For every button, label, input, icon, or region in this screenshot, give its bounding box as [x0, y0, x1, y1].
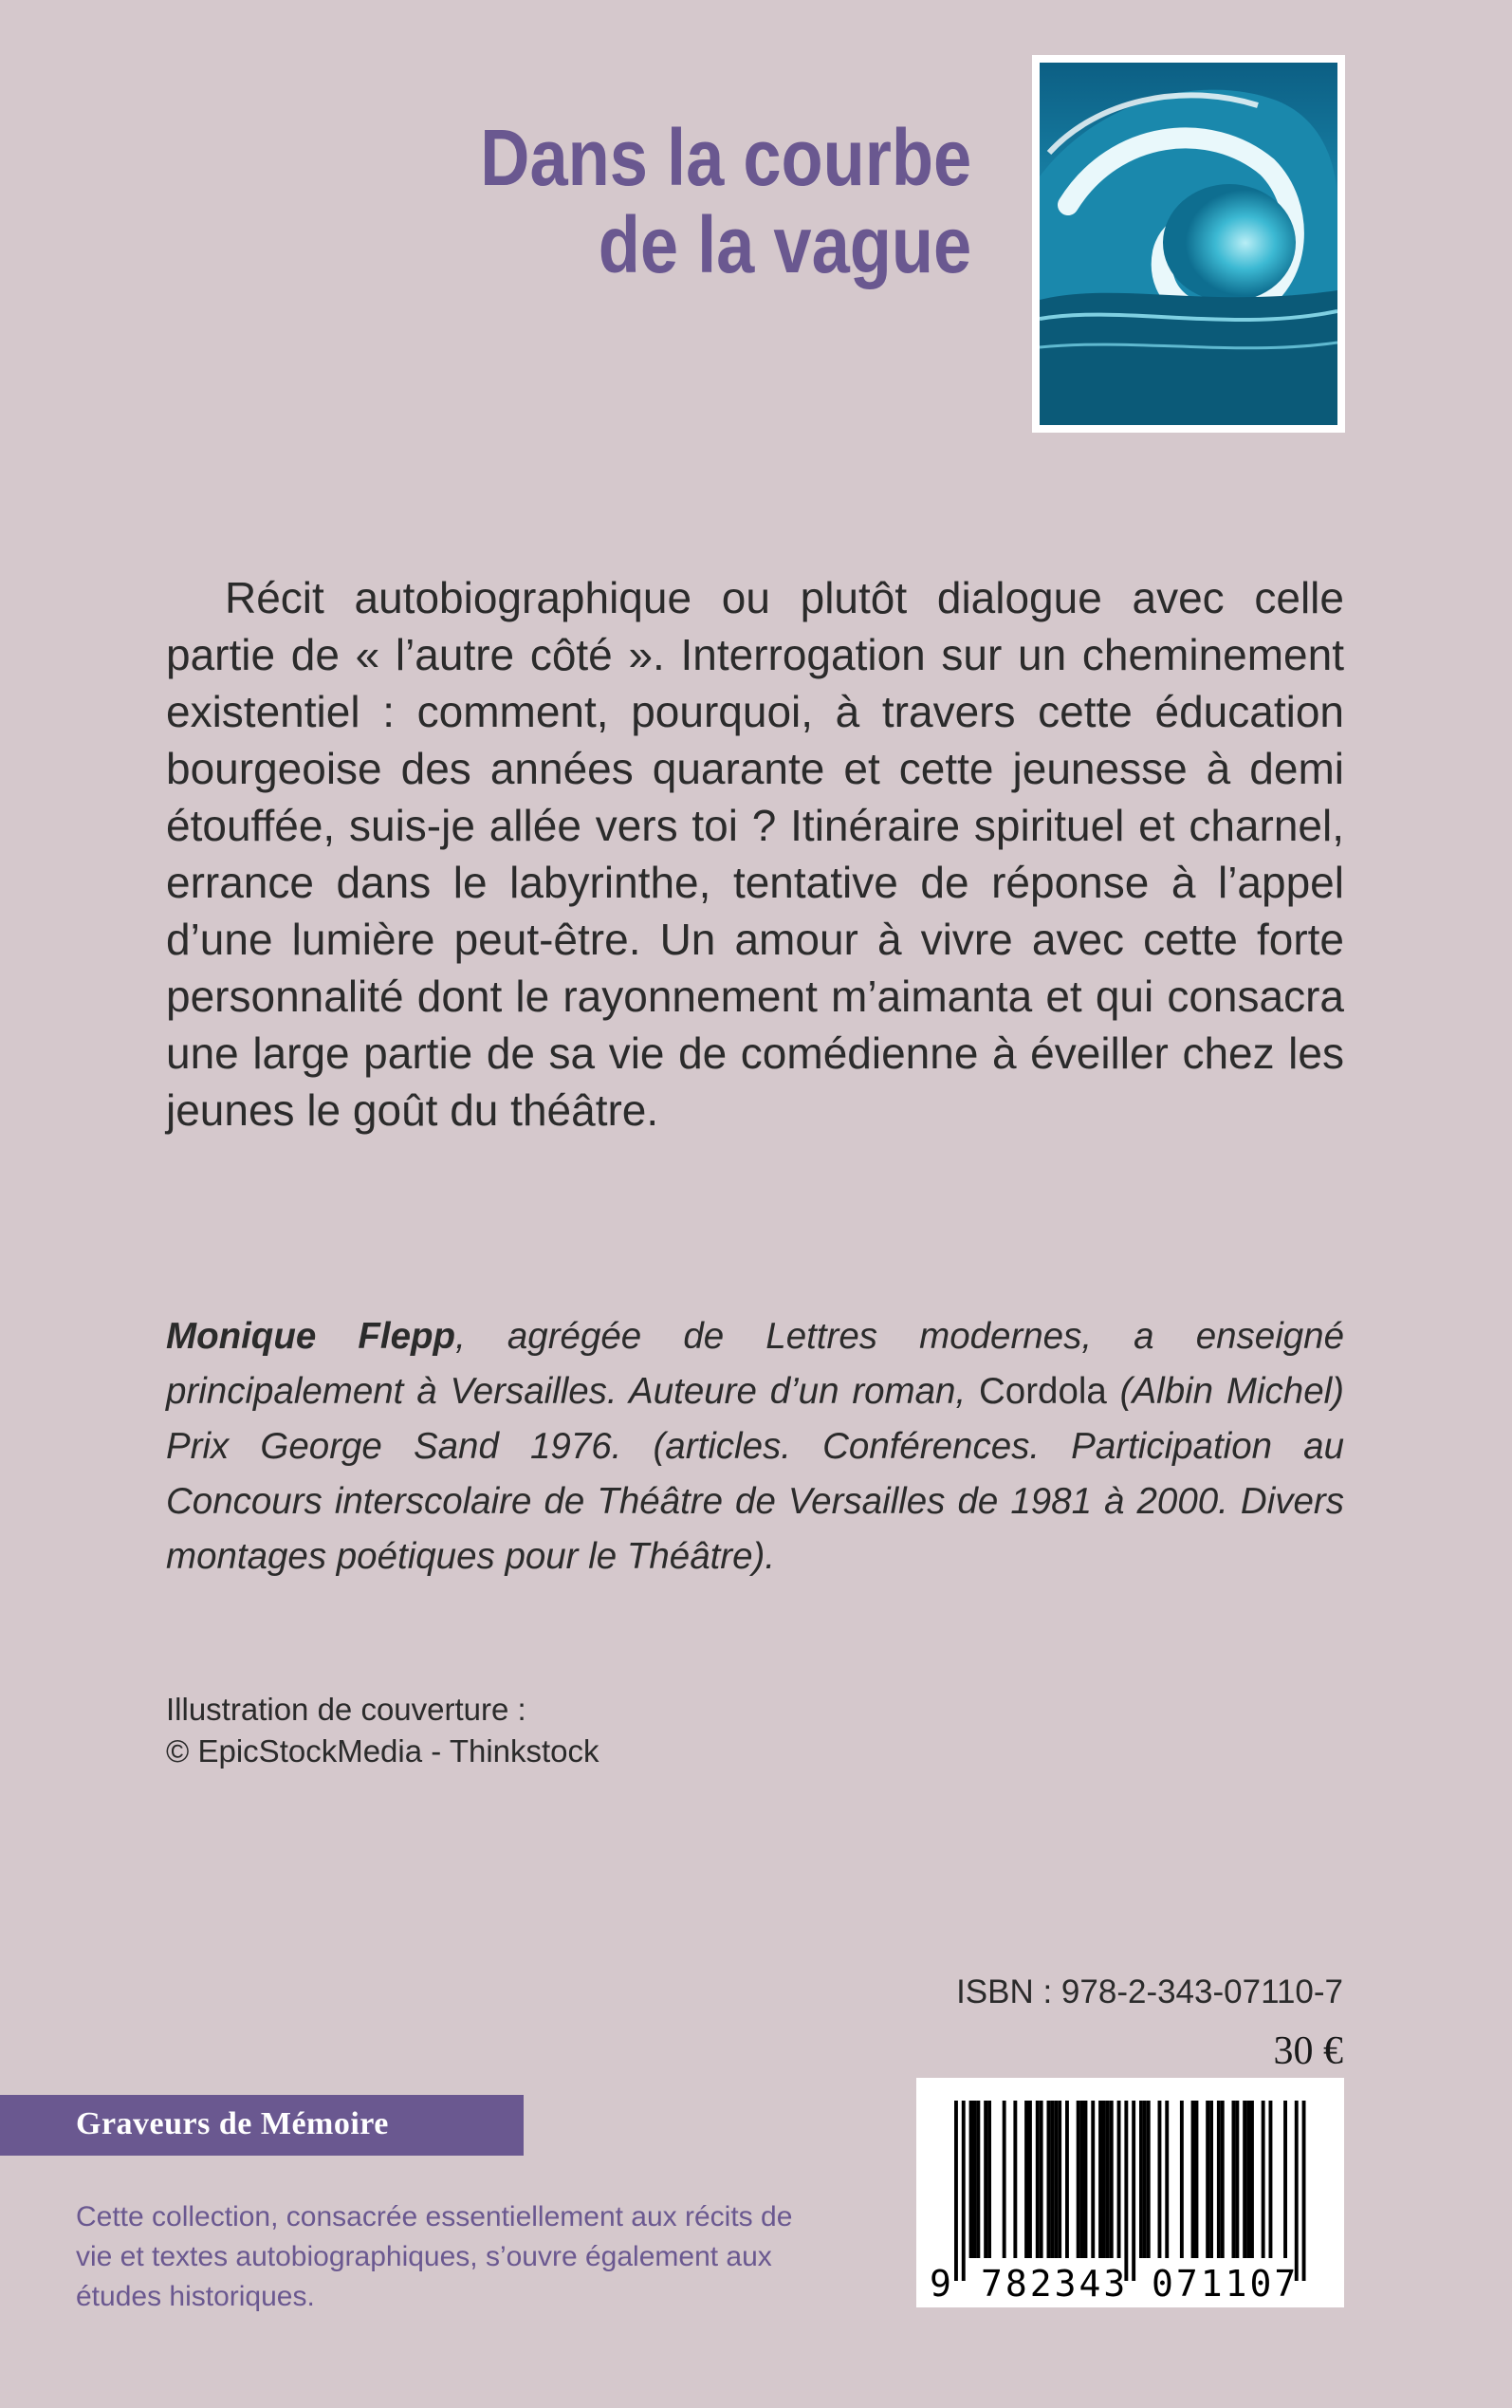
barcode-bar	[1195, 2101, 1199, 2258]
barcode-bar	[969, 2101, 973, 2258]
collection-description: Cette collection, consacrée essentiellement aux récits de vie et textes autobiographiques, s’ouvre également aux études historiques.	[76, 2201, 793, 2312]
barcode-bar	[1180, 2101, 1184, 2258]
barcode-bar	[1206, 2101, 1209, 2258]
barcode-bar	[1102, 2101, 1106, 2258]
barcode-bar	[1217, 2101, 1221, 2258]
barcode-bar	[1106, 2101, 1110, 2258]
barcode-bar	[1243, 2101, 1246, 2258]
isbn: ISBN : 978-2-343-07110-7	[956, 1973, 1343, 2010]
barcode-bar	[973, 2101, 977, 2258]
barcode-bar	[1084, 2101, 1088, 2258]
barcode-bar	[1117, 2101, 1121, 2258]
barcode-bar	[1013, 2101, 1017, 2258]
barcode-icon	[916, 2078, 1344, 2307]
barcode-bar	[1050, 2101, 1054, 2258]
barcode-bar	[976, 2101, 980, 2258]
barcode-bar	[1110, 2101, 1114, 2258]
book-name: Cordola	[979, 1371, 1107, 1412]
barcode-bar	[1158, 2101, 1162, 2258]
barcode-bar	[1302, 2101, 1306, 2281]
barcode-bar	[1047, 2101, 1051, 2258]
barcode-bar	[1080, 2101, 1084, 2258]
barcode-bar	[1040, 2101, 1043, 2258]
bio-text-1: , agrégée de Lettres modernes, a enseigné principalement à Versailles. Auteure d’un roman,	[166, 1316, 1345, 1412]
barcode-bar	[954, 2101, 958, 2281]
barcode-bar	[1132, 2101, 1135, 2281]
book-title	[480, 114, 971, 288]
barcode-bar	[1139, 2101, 1143, 2258]
barcode-group-2: 071107	[1152, 2263, 1300, 2305]
barcode-bar	[1246, 2101, 1250, 2258]
illustration-credit	[166, 1689, 599, 1772]
barcode-bar	[1058, 2101, 1061, 2258]
barcode-bar	[1262, 2101, 1265, 2258]
bio-text-2: (Albin Michel) Prix George Sand 1976. (articles. Conférences. Participation au Concours interscolaire de Théâtre de Versailles de 1981 à 2000. Divers montages poétiques pour le Théâtre).	[166, 1371, 1344, 1577]
barcode-bar	[984, 2101, 987, 2258]
author-bio	[166, 1309, 1344, 1584]
barcode-bar	[1191, 2101, 1195, 2258]
title-line-2: de la vague	[598, 200, 971, 289]
barcode-bar	[1077, 2101, 1080, 2258]
back-cover-blurb: Récit autobiographique ou plutôt dialogue avec celle partie de « l’autre côté ». Interrogation sur un cheminement existentiel : comment, pourquoi, à travers cette éducation bourgeoise des années quarante et cette jeunesse à demi étouffée, suis-je allée vers toi ? Itinéraire spirituel et charnel, errance dans le labyrinthe, tentative de réponse à l’appel d’une lumière peut-être. Un amour à vivre avec cette forte personnalité dont le rayonnement m’aimanta et qui consacra une large partie de sa vie de comédienne à éveiller chez les jeunes le goût du théâtre.	[166, 573, 1344, 1135]
title-line-1: Dans la courbe	[480, 113, 971, 202]
barcode-bar	[1232, 2101, 1236, 2258]
barcode-bar	[1147, 2101, 1151, 2258]
barcode-bar	[1143, 2101, 1147, 2258]
barcode-bar	[1054, 2101, 1058, 2258]
barcode-bar	[987, 2101, 991, 2258]
barcode-first-digit: 9	[930, 2263, 951, 2305]
barcode-bar	[1091, 2101, 1095, 2258]
barcode-group-1: 782343	[981, 2263, 1129, 2305]
barcode-bar	[1250, 2101, 1254, 2258]
barcode-bar	[1124, 2101, 1128, 2281]
collection-band	[0, 2095, 524, 2156]
barcode-bar	[1003, 2101, 1006, 2258]
wave-photo-icon	[1032, 55, 1345, 433]
barcode-bar	[1295, 2101, 1299, 2281]
barcode	[916, 2078, 1344, 2307]
credit-line-1: Illustration de couverture :	[166, 1692, 526, 1727]
price: 30 €	[1273, 2029, 1343, 2073]
barcode-bar	[1165, 2101, 1169, 2258]
barcode-bar	[1024, 2101, 1028, 2258]
credit-line-2: © EpicStockMedia - Thinkstock	[166, 1733, 599, 1769]
barcode-bar	[1283, 2101, 1287, 2258]
barcode-bar	[1098, 2101, 1102, 2258]
barcode-bar	[1221, 2101, 1225, 2258]
barcode-bar	[1269, 2101, 1273, 2258]
barcode-bar	[1065, 2101, 1069, 2258]
barcode-bar	[1028, 2101, 1032, 2258]
barcode-bar	[1036, 2101, 1040, 2258]
author-name: Monique Flepp	[166, 1316, 456, 1357]
barcode-bar	[962, 2101, 966, 2281]
barcode-bar	[1209, 2101, 1213, 2258]
collection-name: Graveurs de Mémoire	[76, 2106, 389, 2141]
barcode-bar	[1235, 2101, 1239, 2258]
